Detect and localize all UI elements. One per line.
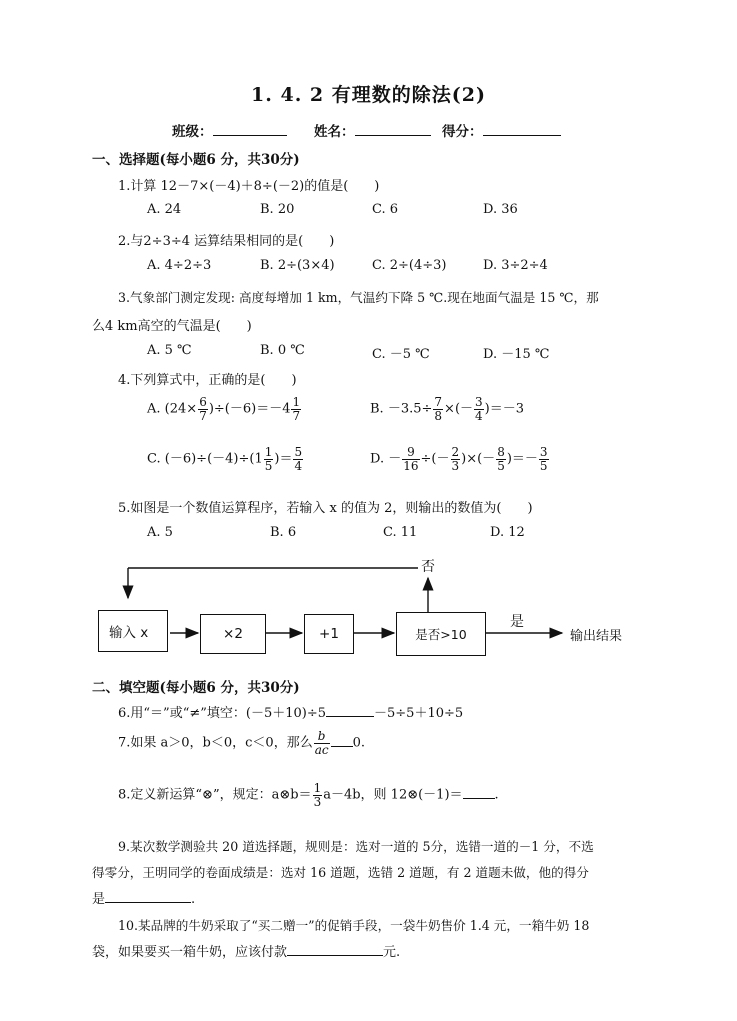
q5-option-c[interactable]: C. 11 (383, 525, 418, 540)
q9-blank[interactable] (105, 889, 191, 903)
score-label: 得分： (442, 124, 483, 140)
section1-heading: 一、选择题(每小题6 分，共30分) (92, 152, 300, 168)
q2-option-b[interactable]: B. 2÷(3×4) (260, 258, 335, 273)
flow-check-box: 是否>10 (396, 612, 486, 656)
flow-yes-label: 是 (510, 614, 524, 630)
q4-option-d[interactable]: D. － $\frac{9}{16}$ ÷(－ $\frac{2}{3}$ )×(－ $\frac{8}{5}$ )＝－ $\frac{3}{5}$ (370, 445, 548, 473)
q5-option-b[interactable]: B. 6 (270, 525, 297, 540)
q7-blank[interactable] (331, 733, 353, 747)
page-title: 1. 4. 2 有理数的除法(2) (251, 84, 486, 106)
q4-option-b[interactable]: B. －3.5÷ $\frac{7}{8}$ ×(－ $\frac{3}{4}$ )＝－3 (370, 395, 524, 423)
q5-option-d[interactable]: D. 12 (490, 525, 525, 540)
q2-option-a[interactable]: A. 4÷2÷3 (147, 258, 212, 273)
q1-option-d[interactable]: D. 36 (483, 202, 518, 217)
q4-option-a[interactable]: A. (24× $\frac{6}{7}$ )÷(－6)＝－4 $\frac{1}{7}$ (147, 395, 301, 423)
q5-option-a[interactable]: A. 5 (147, 525, 173, 540)
section2-heading: 二、填空题(每小题6 分，共30分) (92, 680, 300, 696)
q3-option-a[interactable]: A. 5 ℃ (147, 343, 192, 358)
q3-stem-line2: 么4 km高空的气温是( ) (92, 319, 252, 334)
q9-line2: 得零分，王明同学的卷面成绩是：选对 16 道题，选错 2 道题，有 2 道题未做，他的得分 (92, 865, 589, 880)
q10-line2: 袋，如果要买一箱牛奶，应该付款 元. (92, 941, 400, 960)
q6-blank[interactable] (326, 703, 374, 717)
q2-option-c[interactable]: C. 2÷(4÷3) (372, 258, 447, 273)
q1-option-c[interactable]: C. 6 (372, 202, 399, 217)
flow-output-label: 输出结果 (570, 629, 623, 644)
q1-stem: 1.计算 12－7×(－4)＋8÷(－2)的值是( ) (118, 179, 380, 194)
q4-option-c[interactable]: C. (－6)÷(－4)÷(1 $\frac{1}{5}$ )＝ $\frac{5}{4}$ (147, 445, 303, 473)
q3-option-c[interactable]: C. －5 ℃ (372, 347, 430, 362)
name-label: 姓名： (314, 124, 355, 140)
q5-stem: 5.如图是一个数值运算程序，若输入 x 的值为 2，则输出的数值为( ) (118, 501, 533, 516)
q1-option-a[interactable]: A. 24 (147, 202, 182, 217)
q7: 7.如果 a＞0，b＜0，c＜0，那么 $\frac{b}{ac}$ 0. (118, 729, 365, 757)
flow-no-label: 否 (420, 556, 436, 576)
q10-line1: 10.某品牌的牛奶采取了“买二赠一”的促销手段，一袋牛奶售价 1.4 元，一箱牛奶 18 (118, 918, 590, 933)
q9-line3: 是 . (92, 888, 195, 907)
flow-input-box: 输入 x (98, 610, 168, 652)
q8-blank[interactable] (463, 785, 495, 799)
class-label: 班级： (172, 124, 213, 140)
flow-times2-box: ×2 (200, 614, 266, 654)
q8: 8.定义新运算“⊗”，规定：a⊗b＝ $\frac{1}{3}$ a－4b，则 12⊗(－1)＝ . (118, 781, 499, 809)
q4-stem: 4.下列算式中，正确的是( ) (118, 373, 297, 388)
q10-blank[interactable] (287, 942, 383, 956)
q9-line1: 9.某次数学测验共 20 道选择题，规则是：选对一道的 5分，选错一道的－1 分，不选 (118, 839, 594, 854)
q2-option-d[interactable]: D. 3÷2÷4 (483, 258, 548, 273)
q6: 6.用“＝”或“≠”填空：(－5＋10)÷5 －5÷5＋10÷5 (118, 702, 463, 721)
q1-option-b[interactable]: B. 20 (260, 202, 295, 217)
flow-plus1-box: +1 (304, 614, 354, 654)
q3-stem-line1: 3.气象部门测定发现: 高度每增加 1 km，气温约下降 5 ℃.现在地面气温是 15 ℃，那 (118, 290, 599, 305)
q3-option-b[interactable]: B. 0 ℃ (260, 343, 305, 358)
q3-option-d[interactable]: D. －15 ℃ (483, 347, 550, 362)
q2-stem: 2.与2÷3÷4 运算结果相同的是( ) (118, 234, 335, 249)
